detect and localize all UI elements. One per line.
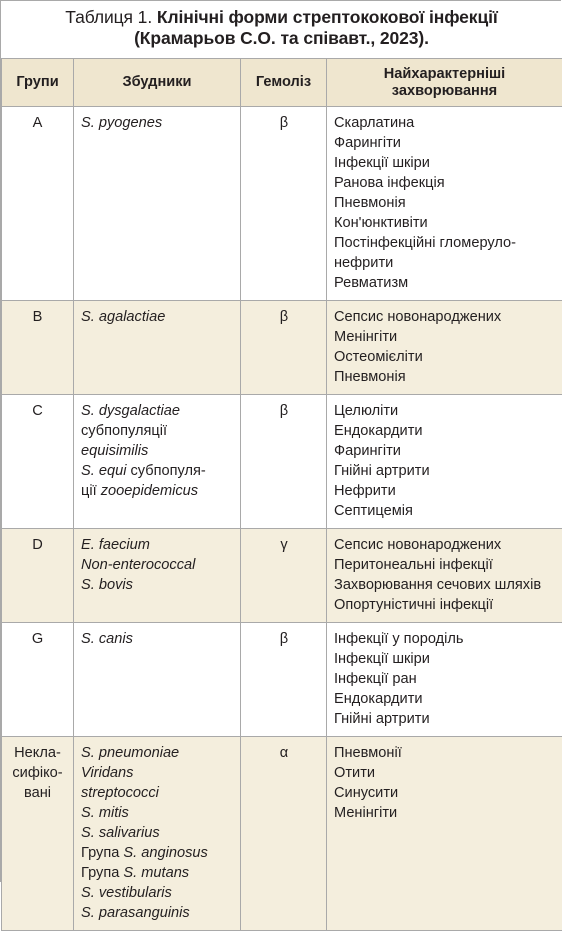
table-row <box>2 737 562 931</box>
cell-group <box>2 623 74 737</box>
disease-item: Постінфекційні гломеруло- <box>334 233 556 253</box>
pathogen-line <box>81 481 234 501</box>
pathogen-name: S. bovis <box>81 577 133 593</box>
pathogen-line <box>81 535 234 555</box>
pathogen-name: S. salivarius <box>81 825 160 841</box>
group-text: Некла- <box>4 743 71 763</box>
pathogen-line <box>81 783 234 803</box>
disease-item: Пневмонія <box>334 367 556 387</box>
pathogen-name: E. faecium <box>81 537 150 553</box>
disease-item: Менінгіти <box>334 803 556 823</box>
pathogen-name: Viridans <box>81 765 133 781</box>
pathogen-line <box>81 843 234 863</box>
disease-item: Кон'юнктивіти <box>334 213 556 233</box>
pathogen-line <box>81 763 234 783</box>
table-body <box>2 107 562 931</box>
cell-hemolysis: α <box>241 737 327 931</box>
pathogen-name: S. canis <box>81 631 133 647</box>
disease-item: Перитонеальні інфекції <box>334 555 556 575</box>
cell-group <box>2 737 74 931</box>
cell-hemolysis: β <box>241 623 327 737</box>
disease-item: Фарингіти <box>334 441 556 461</box>
cell-diseases <box>327 737 562 931</box>
pathogen-name: equisimilis <box>81 443 148 459</box>
pathogen-name: S. mutans <box>123 865 189 881</box>
pathogen-note: субпопуляції <box>81 423 167 439</box>
table-caption <box>1 1 562 58</box>
header-pathogens: Збудники <box>74 59 241 107</box>
disease-item: Опортуністичні інфекції <box>334 595 556 615</box>
pathogen-line <box>81 903 234 923</box>
cell-group <box>2 395 74 529</box>
group-text: B <box>4 307 71 327</box>
disease-item: Ендокардити <box>334 421 556 441</box>
disease-item: Пневмонія <box>334 193 556 213</box>
table-row <box>2 107 562 301</box>
pathogen-line <box>81 307 234 327</box>
group-text: D <box>4 535 71 555</box>
pathogen-name: Non-enterococcal <box>81 557 195 573</box>
group-text: вані <box>4 783 71 803</box>
cell-group <box>2 107 74 301</box>
header-groups: Групи <box>2 59 74 107</box>
disease-item: Інфекції у породіль <box>334 629 556 649</box>
pathogen-line <box>81 461 234 481</box>
pathogen-line <box>81 803 234 823</box>
pathogen-name: streptococci <box>81 785 159 801</box>
disease-item: Менінгіти <box>334 327 556 347</box>
cell-diseases <box>327 529 562 623</box>
group-text: C <box>4 401 71 421</box>
caption-title-line1: Клінічні форми стрептококової інфекції <box>157 7 498 27</box>
pathogen-note: Група <box>81 865 123 881</box>
disease-item: Пневмонії <box>334 743 556 763</box>
pathogen-line <box>81 113 234 133</box>
table-row <box>2 301 562 395</box>
caption-label: Таблиця 1. <box>65 7 152 27</box>
table-row <box>2 623 562 737</box>
group-text: сифіко- <box>4 763 71 783</box>
cell-pathogens <box>74 529 241 623</box>
caption-title-line2: (Крамарьов С.О. та співавт., 2023). <box>134 28 429 48</box>
pathogen-name: S. equi <box>81 463 126 479</box>
table-row <box>2 529 562 623</box>
streptococcal-forms-table <box>1 58 562 931</box>
pathogen-name: S. dysgalactiae <box>81 403 180 419</box>
cell-pathogens <box>74 107 241 301</box>
pathogen-line <box>81 575 234 595</box>
pathogen-name: S. pneumoniae <box>81 745 179 761</box>
header-hemolysis: Гемоліз <box>241 59 327 107</box>
disease-item: Сепсис новонароджених <box>334 535 556 555</box>
disease-item: нефрити <box>334 253 556 273</box>
disease-item: Остеомієліти <box>334 347 556 367</box>
pathogen-line <box>81 823 234 843</box>
disease-item: Целюліти <box>334 401 556 421</box>
disease-item: Синусити <box>334 783 556 803</box>
pathogen-line <box>81 441 234 461</box>
pathogen-name: S. pyogenes <box>81 115 162 131</box>
disease-item: Септицемія <box>334 501 556 521</box>
disease-item: Гнійні артрити <box>334 709 556 729</box>
group-text: A <box>4 113 71 133</box>
disease-item: Захворювання сечових шляхів <box>334 575 556 595</box>
cell-diseases <box>327 623 562 737</box>
pathogen-note: Група <box>81 845 123 861</box>
pathogen-line <box>81 629 234 649</box>
disease-item: Отити <box>334 763 556 783</box>
pathogen-name: S. vestibularis <box>81 885 172 901</box>
disease-item: Фарингіти <box>334 133 556 153</box>
cell-pathogens <box>74 623 241 737</box>
disease-item: Інфекції шкіри <box>334 153 556 173</box>
pathogen-line <box>81 401 234 421</box>
disease-item: Інфекції шкіри <box>334 649 556 669</box>
disease-item: Гнійні артрити <box>334 461 556 481</box>
cell-diseases <box>327 395 562 529</box>
pathogen-line <box>81 555 234 575</box>
pathogen-name: S. agalactiae <box>81 309 165 325</box>
cell-hemolysis: β <box>241 395 327 529</box>
cell-hemolysis: β <box>241 107 327 301</box>
cell-pathogens <box>74 301 241 395</box>
pathogen-line <box>81 743 234 763</box>
disease-item: Ендокардити <box>334 689 556 709</box>
pathogen-line <box>81 421 234 441</box>
pathogen-line <box>81 883 234 903</box>
table-row <box>2 395 562 529</box>
pathogen-line <box>81 863 234 883</box>
group-text: G <box>4 629 71 649</box>
pathogen-name: zooepidemicus <box>101 483 198 499</box>
disease-item: Ранова інфекція <box>334 173 556 193</box>
disease-item: Сепсис новонароджених <box>334 307 556 327</box>
pathogen-note: субпопуля- <box>126 463 205 479</box>
cell-diseases <box>327 301 562 395</box>
cell-pathogens <box>74 395 241 529</box>
cell-diseases <box>327 107 562 301</box>
cell-hemolysis: β <box>241 301 327 395</box>
cell-hemolysis: γ <box>241 529 327 623</box>
disease-item: Скарлатина <box>334 113 556 133</box>
disease-item: Інфекції ран <box>334 669 556 689</box>
header-diseases: Найхарактерніші захворювання <box>327 59 562 107</box>
header-row <box>2 59 562 107</box>
pathogen-name: S. anginosus <box>123 845 207 861</box>
cell-group <box>2 529 74 623</box>
pathogen-name: S. mitis <box>81 805 129 821</box>
disease-item: Ревматизм <box>334 273 556 293</box>
pathogen-note: ції <box>81 483 101 499</box>
pathogen-name: S. parasanguinis <box>81 905 190 921</box>
cell-group <box>2 301 74 395</box>
cell-pathogens <box>74 737 241 931</box>
disease-item: Нефрити <box>334 481 556 501</box>
